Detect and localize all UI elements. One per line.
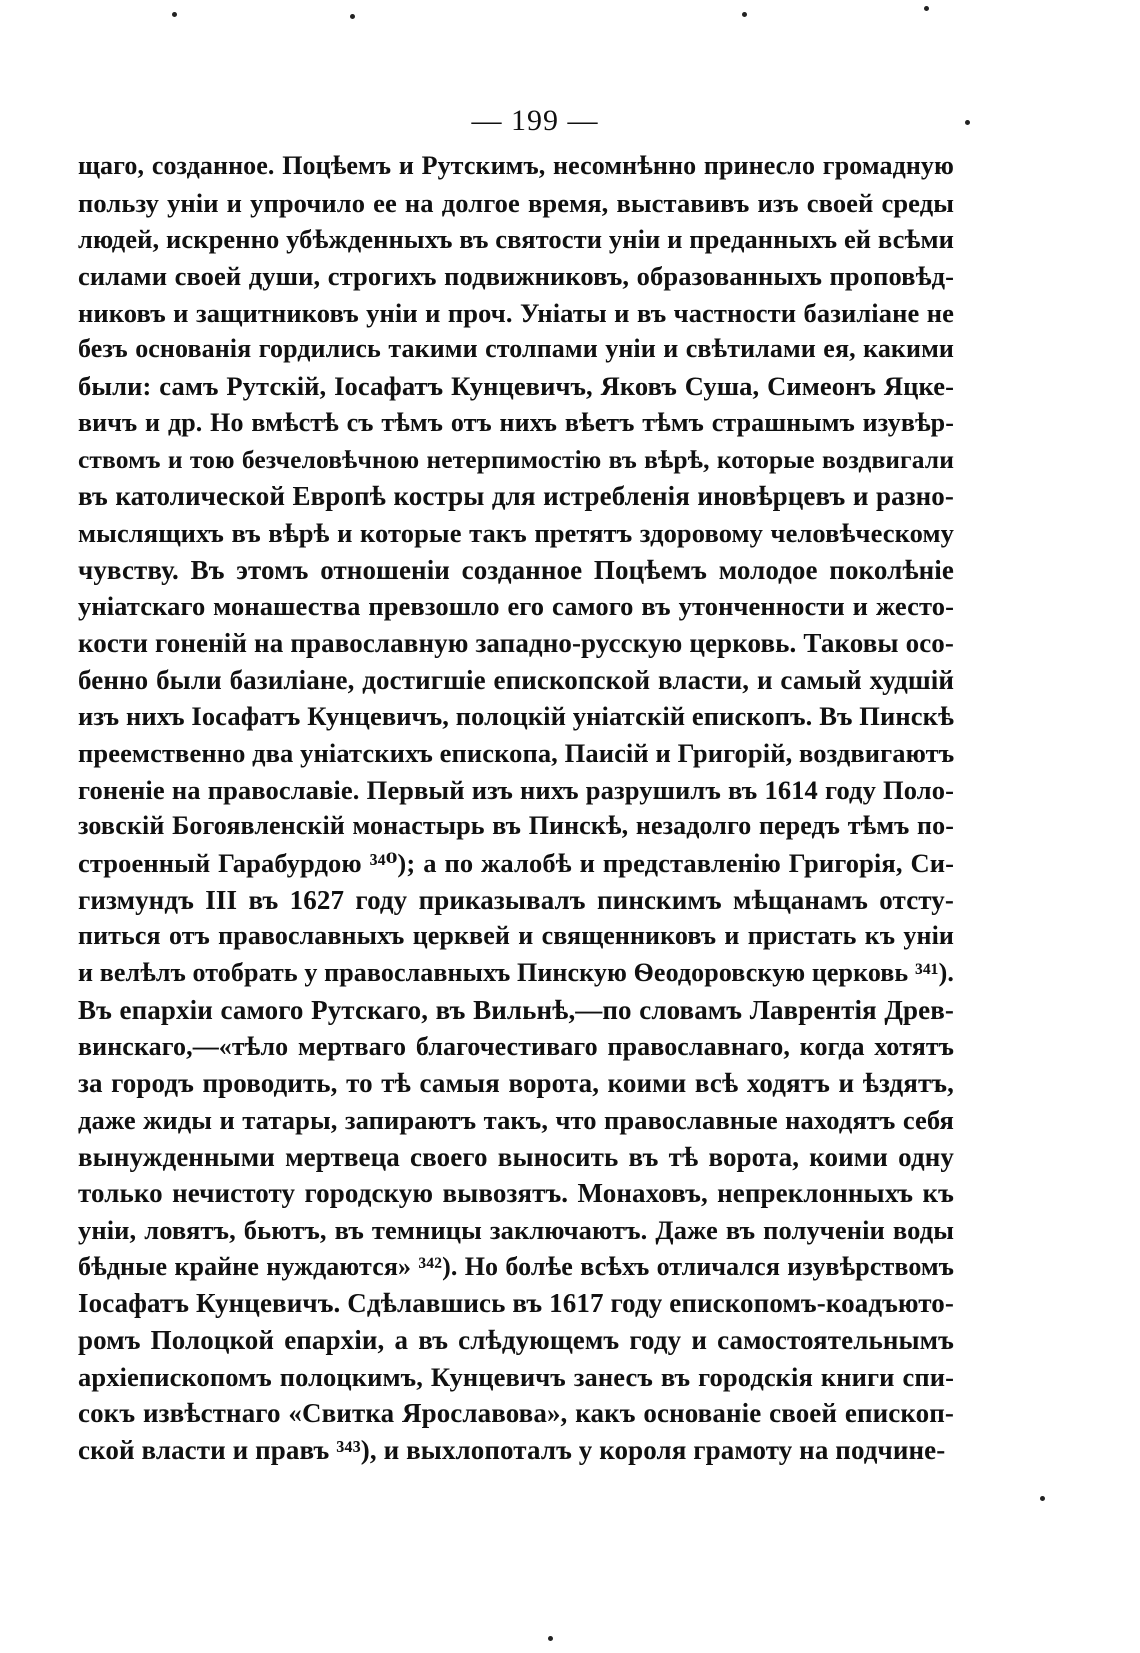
text-line: въ католической Европѣ костры для истребленія иновѣрцевъ и разно- [78,481,954,512]
text-line: ромъ Полоцкой епархіи, а въ слѣдующемъ году и самостоятельнымъ [78,1325,954,1355]
text-line: сокъ извѣстнаго «Свитка Ярославова», какъ основаніе своей епископ- [78,1398,954,1429]
scan-speck [1040,1496,1045,1501]
text-line: были: самъ Рутскій, Іосафатъ Кунцевичъ, Яковъ Суша, Симеонъ Яцке- [78,371,954,402]
text-line: гоненіе на православіе. Первый изъ нихъ разрушилъ въ 1614 году Поло- [78,774,954,805]
text-line: ствомъ и тою безчеловѣчною нетерпимостію въ вѣрѣ, которые воздвигали [78,444,954,474]
text-line: чувству. Въ этомъ отношеніи созданное Поцѣемъ молодое поколѣніе [78,554,954,585]
text-line: людей, искренно убѣжденныхъ въ святости уніи и преданныхъ ей всѣми [78,224,955,255]
text-line: Въ епархіи самого Рутскаго, въ Вильнѣ,—по словамъ Лаврентія Древ- [78,994,954,1025]
text-line: силами своей души, строгихъ подвижниковъ, образованныхъ проповѣд- [78,261,954,292]
text-line: винскаго,—«тѣло мертваго благочестиваго православнаго, когда хотятъ [78,1031,954,1061]
page-number: — 199 — [471,104,599,137]
text-line: изъ нихъ Іосафатъ Кунцевичъ, полоцкій уніатскій епископъ. Въ Пинскѣ [78,701,954,732]
text-line: уніатскаго монашества превзошло его самого въ утонченности и жесто- [78,591,954,622]
text-line: ской власти и правъ ³⁴³), и выхлопоталъ у короля грамоту на подчине- [78,1435,946,1466]
text-line: только нечистоту городскую вывозятъ. Монаховъ, непреклонныхъ къ [78,1178,954,1209]
body-text [78,148,954,1469]
text-line: гизмундъ III въ 1627 году приказывалъ пинскимъ мѣщанамъ отсту- [78,884,954,915]
text-line: вынужденными мертвеца своего выносить въ тѣ ворота, коими одну [78,1141,954,1172]
text-line: зовскій Богоявленскій монастырь въ Пинскѣ, незадолго передъ тѣмъ по- [78,811,954,841]
scan-speck [924,6,929,11]
text-line: даже жиды и татары, запираютъ такъ, что православные находятъ себя [78,1104,954,1135]
text-line: питься отъ православныхъ церквей и священниковъ и пристать къ уніи [78,921,954,951]
text-line: за городъ проводить, то тѣ самыя ворота, коими всѣ ходятъ и ѣздятъ, [78,1068,954,1099]
text-line: Іосафатъ Кунцевичъ. Сдѣлавшись въ 1617 году епископомъ-коадъюто- [78,1288,954,1319]
text-line: преемственно два уніатскихъ епископа, Паисій и Григорій, воздвигаютъ [78,738,955,768]
scan-speck [350,14,355,19]
text-line: строенный Гарабурдою ³⁴⁰); а по жалобѣ и представленію Григорія, Си- [78,848,954,879]
text-line: безъ основанія гордились такими столпами уніи и свѣтилами ея, какими [78,334,954,364]
text-line: вичъ и др. Но вмѣстѣ съ тѣмъ отъ нихъ вѣетъ тѣмъ страшнымъ изувѣр- [78,407,954,437]
text-line: кости гоненій на православную западно-русскую церковь. Таковы осо- [78,627,954,658]
text-line: щаго, созданное. Поцѣемъ и Рутскимъ, несомнѣнно принесло громадную [78,151,954,180]
text-line: мыслящихъ въ вѣрѣ и которые такъ претятъ здоровому человѣческому [78,517,954,548]
text-line: пользу уніи и упрочило ее на долгое время, выставивъ изъ своей среды [78,187,954,218]
scan-speck [965,120,970,125]
scan-speck [172,12,177,17]
text-line: бѣдные крайне нуждаются» ³⁴²). Но болѣе всѣхъ отличался изувѣрствомъ [78,1251,954,1281]
text-line: уніи, ловятъ, бьютъ, въ темницы заключаютъ. Даже въ полученіи воды [78,1214,954,1245]
text-line: бенно были базиліане, достигшіе епископской власти, и самый худшій [78,664,954,695]
text-line: никовъ и защитниковъ уніи и проч. Уніаты и въ частности базиліане не [78,297,954,328]
text-line: и велѣлъ отобрать у православныхъ Пинскую Ѳеодоровскую церковь ³⁴¹). [78,958,954,988]
scan-speck [742,12,747,17]
text-line: архіепископомъ полоцкимъ, Кунцевичъ занесъ въ городскія книги спи- [78,1361,954,1392]
scan-speck [548,1636,553,1641]
